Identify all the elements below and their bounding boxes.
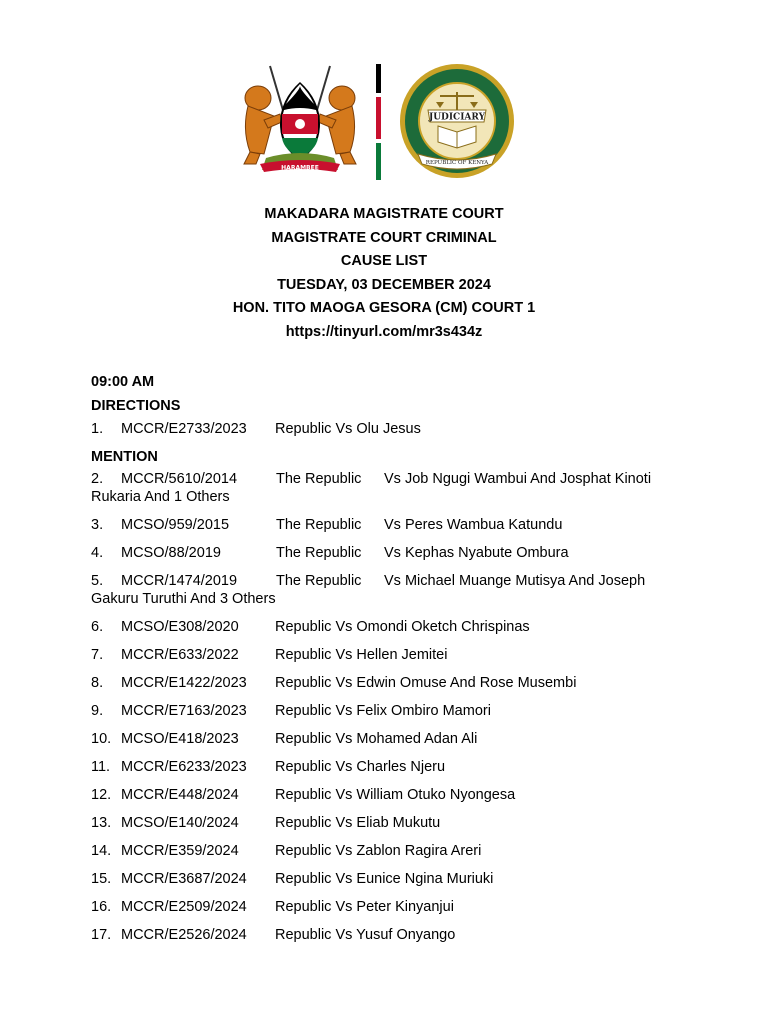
list-date: TUESDAY, 03 DECEMBER 2024 xyxy=(277,276,491,293)
list-item: 3. MCSO/959/2015 The Republic Vs Peres Wambua Katundu xyxy=(91,517,563,533)
presiding-judge: HON. TITO MAOGA GESORA (CM) COURT 1 xyxy=(232,300,536,317)
list-item: 1. MCCR/E2733/2023 Republic Vs Olu Jesus xyxy=(91,421,421,437)
list-item: 10. MCSO/E418/2023 Republic Vs Mohamed Adan Ali xyxy=(91,731,478,747)
list-item: 9. MCCR/E7163/2023 Republic Vs Felix Ombiro Mamori xyxy=(91,703,491,719)
document-type: CAUSE LIST xyxy=(340,253,428,270)
list-item: 17. MCCR/E2526/2024 Republic Vs Yusuf Onyango xyxy=(91,927,456,943)
cause-list-link[interactable]: https://tinyurl.com/mr3s434z xyxy=(285,323,483,340)
logo-area xyxy=(236,60,516,184)
judiciary-seal-icon xyxy=(398,62,516,180)
list-item: 14. MCCR/E359/2024 Republic Vs Zablon Ragira Areri xyxy=(91,843,482,859)
flag-divider xyxy=(376,64,381,180)
judiciary-label: JUDICIARY xyxy=(428,112,486,123)
list-item: 13. MCSO/E140/2024 Republic Vs Eliab Mukutu xyxy=(91,815,441,831)
list-item: 15. MCCR/E3687/2024 Republic Vs Eunice Ngina Muriuki xyxy=(91,871,494,887)
court-division: MAGISTRATE COURT CRIMINAL xyxy=(271,229,497,246)
directions-heading: DIRECTIONS xyxy=(91,398,181,414)
list-item: 2. MCCR/5610/2014 The Republic Vs Job Ngugi Wambui And Josphat Kinoti Rukaria And 1 Others xyxy=(91,471,652,505)
kenya-coat-of-arms-icon xyxy=(236,60,364,180)
mention-heading: MENTION xyxy=(91,449,158,465)
list-item: 11. MCCR/E6233/2023 Republic Vs Charles Njeru xyxy=(91,759,446,775)
court-name: MAKADARA MAGISTRATE COURT xyxy=(264,206,504,222)
list-item: 4. MCSO/88/2019 The Republic Vs Kephas Nyabute Ombura xyxy=(91,545,569,561)
list-item: 8. MCCR/E1422/2023 Republic Vs Edwin Omuse And Rose Musembi xyxy=(91,675,577,691)
list-item: 12. MCCR/E448/2024 Republic Vs William Otuko Nyongesa xyxy=(91,787,516,803)
session-time: 09:00 AM xyxy=(91,374,155,390)
list-item: 5. MCCR/1474/2019 The Republic Vs Michael Muange Mutisya And Joseph Gakuru Turuthi And 3 Others xyxy=(91,573,646,607)
republic-label: REPUBLIC OF KENYA xyxy=(425,160,489,166)
cause-list xyxy=(91,372,691,954)
list-item: 6. MCSO/E308/2020 Republic Vs Omondi Oketch Chrispinas xyxy=(91,619,530,635)
document-header xyxy=(0,203,768,345)
motto-text: HARAMBEE xyxy=(281,164,319,172)
list-item: 16. MCCR/E2509/2024 Republic Vs Peter Kinyanjui xyxy=(91,899,454,915)
list-item: 7. MCCR/E633/2022 Republic Vs Hellen Jemitei xyxy=(91,647,448,663)
